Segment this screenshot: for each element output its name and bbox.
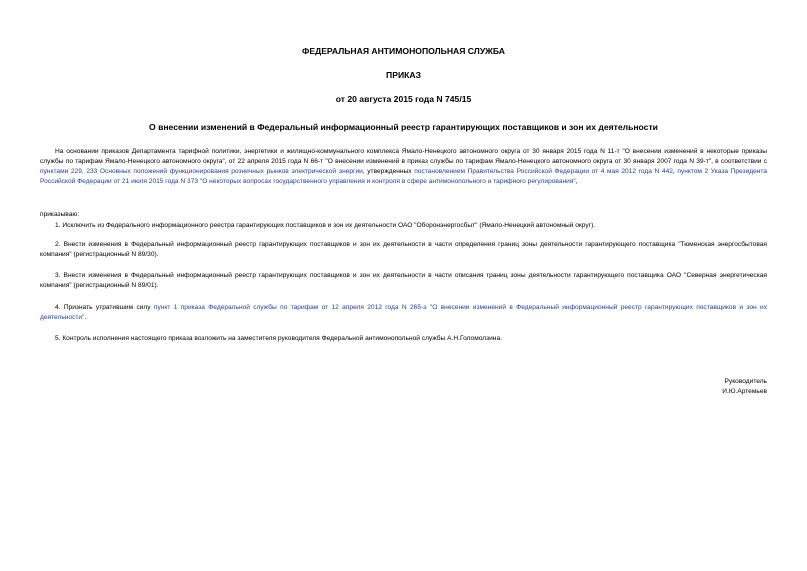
preamble-text-3: ,	[672, 168, 678, 175]
item-5: 5. Контроль исполнения настоящего приказа возложить на заместителя руководителя Федеральной антимонопольной службы А.Н.Голомолзина.	[55, 335, 502, 342]
link-retail-market-rules[interactable]: пунктами 229, 233 Основных положений функционирования розничных рынков электрической энергии	[40, 168, 363, 175]
preamble-text-4: ,	[575, 178, 578, 185]
item-2: 2. Внести изменения в Федеральный информационный реестр гарантирующих поставщиков и зон их деятельности в части определения границ зоны деятельности гарантирующего поставщика "Тюменская энергосбытовая компания" (регистрационный N 89/30).	[40, 241, 767, 258]
preamble-text-2: , утвержденных	[362, 168, 415, 175]
agency-heading: ФЕДЕРАЛЬНАЯ АНТИМОНОПОЛЬНАЯ СЛУЖБА	[302, 46, 505, 56]
link-presidential-decree-373[interactable]: пунктом 2 Указа Президента Российской Федерации от 21 июля 2015 года N 373 "О некоторых вопросах государственного управления и контроля в сфере антимонопольного и тарифного регулирования"	[40, 168, 768, 185]
preamble-paragraph	[40, 147, 767, 187]
order-word: приказываю:	[40, 211, 80, 218]
item-1: 1. Исключить из Федерального информационного реестра гарантирующих поставщиков и зон их деятельности ОАО "Оборонэнергосбыт" (Ямало-Ненецкий автономный округ).	[55, 222, 596, 229]
link-government-decree-442[interactable]: постановлением Правительства Российской Федерации от 4 мая 2012 года N 442	[414, 168, 673, 175]
signature-name: И.Ю.Артемьев	[722, 388, 767, 395]
link-fst-order-265[interactable]: пункт 1 приказа Федеральной службы по тарифам от 12 апреля 2012 года N 265-э "О внесении изменений в Федеральный информационный реестр гарантирующих поставщиков и зон их деятельности"	[40, 304, 767, 321]
preamble-text-1: На основании приказов Департамента тарифной политики, энергетики и жилищно-коммунального комплекса Ямало-Ненецкого автономного округа от 30 января 2015 года N 11-т "О внесении изменений в некоторые приказы службы по тарифам Ямало-Ненецкого автономного округа", от 22 апреля 2015 года N 66-т "О внесении изменений в приказ службы по тарифам Ямало-Ненецкого автономного округа от 30 января 2007 года N 39-т", в соответствии с	[40, 148, 767, 165]
item-4-text-b: .	[84, 314, 87, 321]
signature-role: Руководитель	[724, 378, 767, 385]
item-4	[40, 303, 767, 323]
document-title: О внесении изменений в Федеральный информационный реестр гарантирующих поставщиков и зон их деятельности	[149, 122, 658, 132]
item-3: 3. Внести изменения в Федеральный информационный реестр гарантирующих поставщиков и зон их деятельности в части описания границ зоны деятельности гарантирующего поставщика ОАО "Северная энергетическая компания" (регистрационный N 89/01).	[40, 272, 767, 289]
date-number-heading: от 20 августа 2015 года N 745/15	[335, 94, 472, 104]
doc-type-heading: ПРИКАЗ	[386, 70, 421, 80]
item-4-text-a: 4. Признать утратившим силу	[55, 304, 154, 311]
